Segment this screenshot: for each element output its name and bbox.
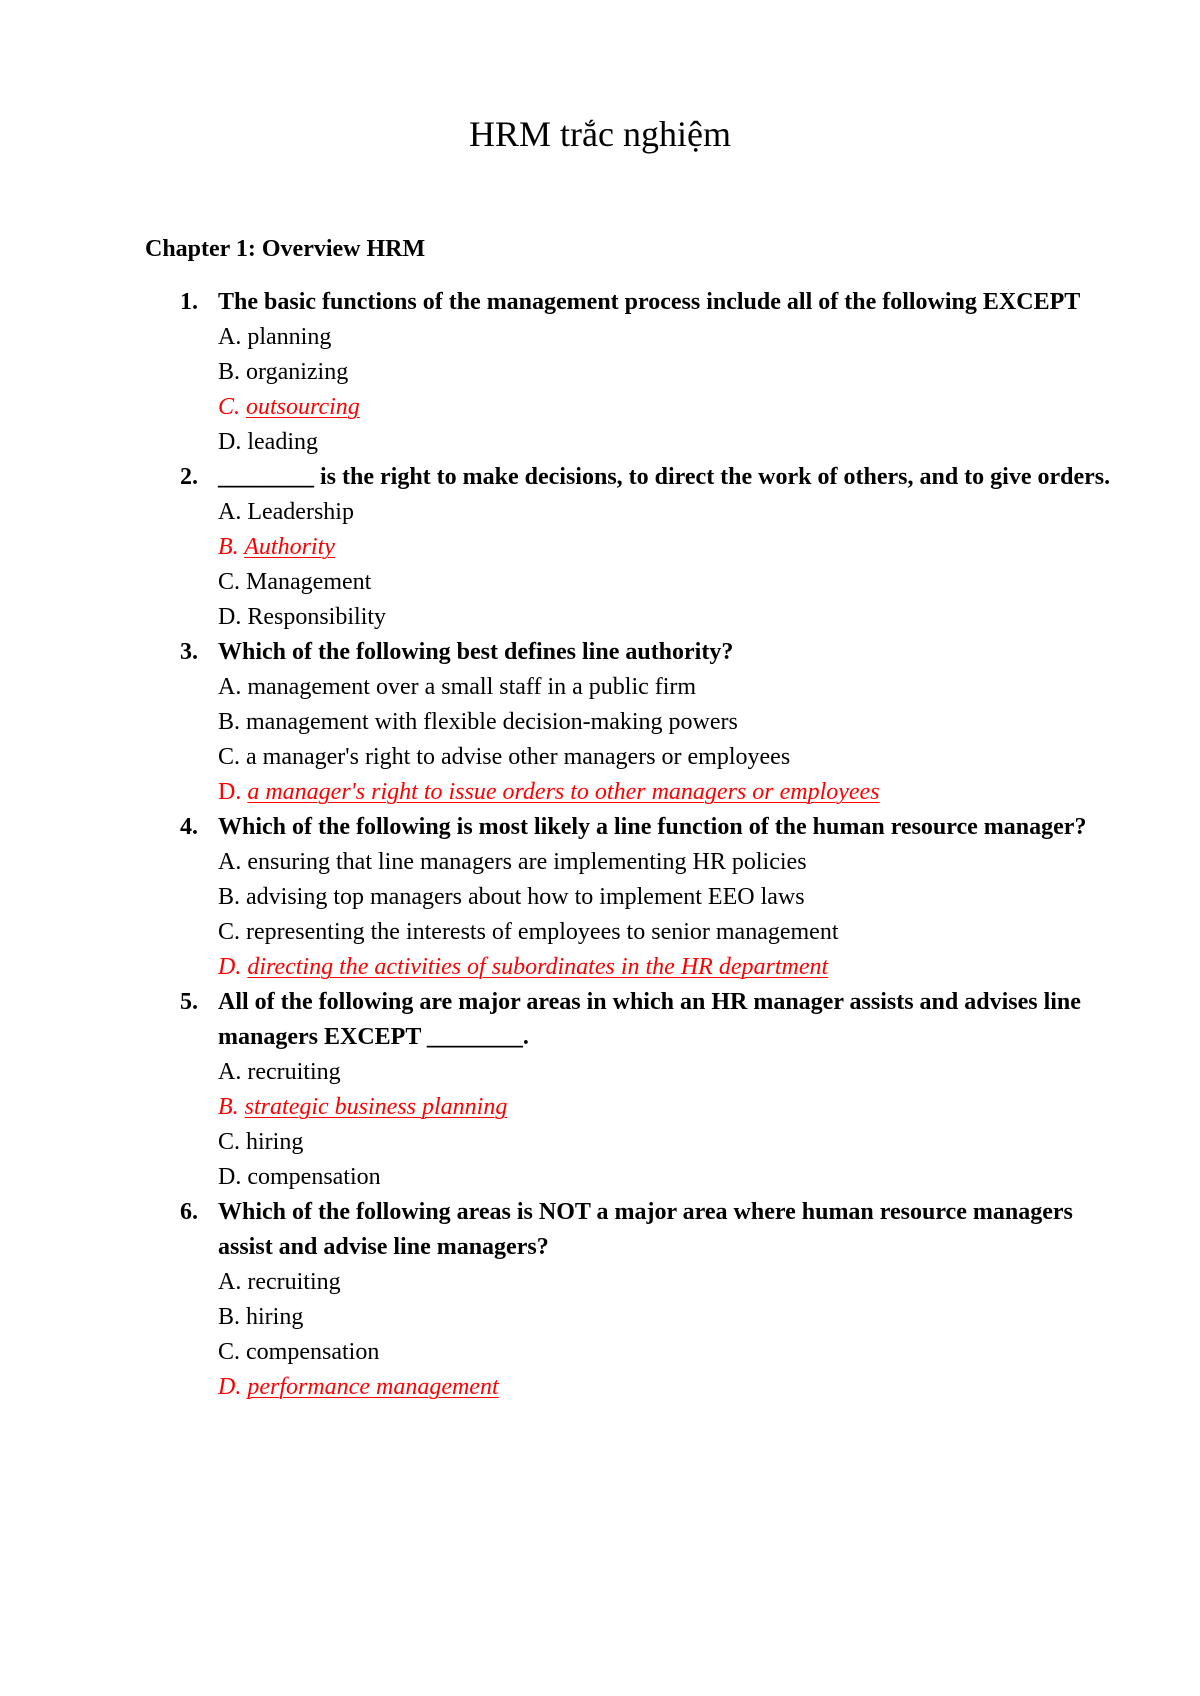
option-letter: C. [218,569,241,595]
document-title: HRM trắc nghiệm [469,114,731,154]
question-item [145,1195,1125,1405]
answer-option [218,1300,1125,1335]
option-letter: C. [218,919,241,945]
option-text: a manager's right to advise other managers or employees [246,744,791,770]
option-text: advising top managers about how to implement EEO laws [246,884,805,910]
question-number: 2. [180,464,198,490]
option-letter: C. [218,394,241,420]
option-text: Responsibility [247,604,387,630]
option-letter: A. [218,499,242,525]
answer-option [218,1125,1125,1160]
option-text: performance management [247,1374,499,1400]
answer-option [218,1055,1125,1090]
question-item [145,985,1125,1195]
answer-option [218,1265,1125,1300]
option-letter: B. [218,709,241,735]
option-letter: D. [218,1374,242,1400]
option-letter: B. [218,1304,241,1330]
option-text: outsourcing [246,394,360,420]
option-text: management with flexible decision-making powers [246,709,738,735]
option-text: leading [247,429,318,455]
answer-option [218,740,1125,775]
question-number: 3. [180,639,198,665]
answer-option [218,425,1125,460]
option-text: recruiting [247,1059,341,1085]
option-text: organizing [246,359,349,385]
answer-option [218,1160,1125,1195]
option-text: Leadership [247,499,354,525]
answer-option [218,600,1125,635]
answer-option [218,705,1125,740]
option-letter: D. [218,954,242,980]
answer-option [218,495,1125,530]
option-text: directing the activities of subordinates in the HR department [247,954,829,980]
option-letter: C. [218,1129,241,1155]
question-item [145,460,1125,635]
option-text: a manager's right to issue orders to other managers or employees [247,779,880,805]
option-text: representing the interests of employees to senior management [246,919,839,945]
answer-option-correct [218,390,1125,425]
answer-option [218,320,1125,355]
question-number: 4. [180,814,198,840]
answer-option-correct [218,1370,1125,1405]
option-text: recruiting [247,1269,341,1295]
answer-option [218,1335,1125,1370]
answer-option-correct [218,950,1125,985]
question-item [145,810,1125,985]
option-text: Management [246,569,372,595]
answer-option [218,845,1125,880]
answer-option [218,670,1125,705]
question-number: 6. [180,1199,198,1225]
option-text: planning [247,324,332,350]
question-text: The basic functions of the management process include all of the following EXCEPT [218,289,1081,315]
option-letter: B. [218,884,241,910]
answer-option-correct [218,775,1125,810]
answer-option [218,915,1125,950]
chapter-heading: Chapter 1: Overview HRM [145,236,426,262]
question-number: 5. [180,989,198,1015]
option-letter: B. [218,359,241,385]
question-text: Which of the following is most likely a line function of the human resource manager? [218,814,1087,840]
answer-option [218,880,1125,915]
option-text: Authority [244,534,335,560]
option-letter: D. [218,1164,242,1190]
option-text: compensation [247,1164,381,1190]
question-number: 1. [180,289,198,315]
question-item [145,635,1125,810]
option-letter: A. [218,1269,242,1295]
option-letter: D. [218,604,242,630]
option-text: management over a small staff in a public firm [247,674,697,700]
question-text: Which of the following best defines line authority? [218,639,734,665]
answer-option [218,355,1125,390]
option-letter: A. [218,1059,242,1085]
answer-option [218,565,1125,600]
question-text: Which of the following areas is NOT a major area where human resource managers assist and advise line managers? [218,1199,1073,1260]
question-text: ________ is the right to make decisions, to direct the work of others, and to give orders. [218,464,1111,490]
question-list [145,285,1125,1405]
answer-option-correct [218,530,1125,565]
option-letter: B. [218,1094,239,1120]
option-letter: C. [218,1339,241,1365]
option-text: hiring [246,1304,304,1330]
question-text: All of the following are major areas in which an HR manager assists and advises line managers EXCEPT ________. [218,989,1081,1050]
option-text: ensuring that line managers are implementing HR policies [247,849,807,875]
option-letter: D. [218,429,242,455]
option-text: strategic business planning [244,1094,508,1120]
option-letter: A. [218,324,242,350]
option-letter: C. [218,744,241,770]
answer-option-correct [218,1090,1125,1125]
option-letter: A. [218,849,242,875]
question-item [145,285,1125,460]
option-text: hiring [246,1129,304,1155]
option-letter: B. [218,534,239,560]
option-letter: D. [218,779,242,805]
option-letter: A. [218,674,242,700]
option-text: compensation [246,1339,380,1365]
